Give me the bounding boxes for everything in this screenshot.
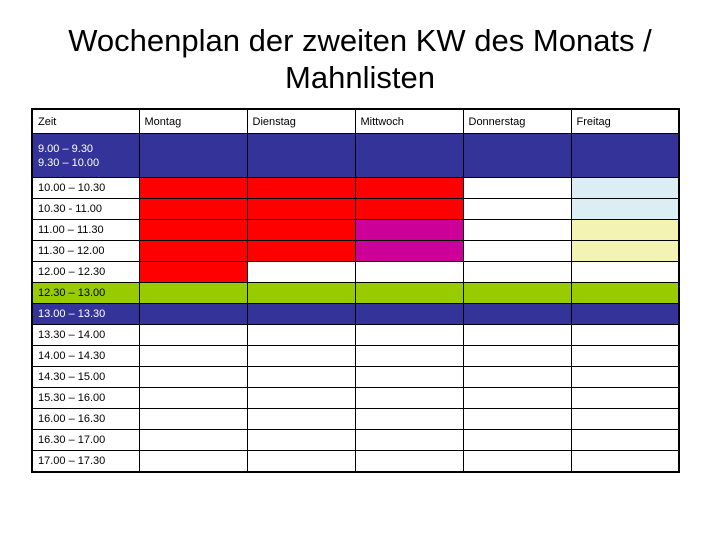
table-row xyxy=(32,178,679,199)
time-cell xyxy=(32,451,139,473)
time-cell xyxy=(32,199,139,220)
slot-mittwoch xyxy=(355,220,463,241)
slot-dienstag xyxy=(247,199,355,220)
title-line-1: Wochenplan der zweiten KW des Monats / xyxy=(68,23,652,58)
slot-mittwoch xyxy=(355,430,463,451)
header-mittwoch: Mittwoch xyxy=(355,109,463,134)
time-label: 9.00 – 9.30 xyxy=(38,142,94,155)
slot-mittwoch xyxy=(355,178,463,199)
time-label: 15.30 – 16.00 xyxy=(38,392,106,404)
time-cell xyxy=(32,178,139,199)
slot-montag xyxy=(139,325,247,346)
table-row xyxy=(32,220,679,241)
table-row xyxy=(32,283,679,304)
header-montag: Montag xyxy=(139,109,247,134)
slot-mittwoch xyxy=(355,325,463,346)
time-label: 12.30 – 13.00 xyxy=(38,287,106,299)
slot-mittwoch xyxy=(355,346,463,367)
slot-freitag xyxy=(571,388,679,409)
table-row xyxy=(32,241,679,262)
slot-montag xyxy=(139,430,247,451)
slot-mittwoch xyxy=(355,199,463,220)
slot-dienstag xyxy=(247,430,355,451)
slot-mittwoch xyxy=(355,388,463,409)
slot-donnerstag xyxy=(463,134,571,178)
slot-dienstag xyxy=(247,367,355,388)
page-title xyxy=(0,22,720,96)
slot-mittwoch xyxy=(355,262,463,283)
slot-mittwoch xyxy=(355,283,463,304)
slot-dienstag xyxy=(247,241,355,262)
slot-freitag xyxy=(571,325,679,346)
slot-mittwoch xyxy=(355,367,463,388)
time-label: 9.30 – 10.00 xyxy=(38,156,100,169)
slot-mittwoch xyxy=(355,241,463,262)
table-row xyxy=(32,451,679,473)
slot-montag xyxy=(139,388,247,409)
slot-freitag xyxy=(571,430,679,451)
table-row xyxy=(32,325,679,346)
table-row xyxy=(32,199,679,220)
time-cell xyxy=(32,430,139,451)
time-cell xyxy=(32,304,139,325)
slot-donnerstag xyxy=(463,220,571,241)
slot-dienstag xyxy=(247,220,355,241)
time-label: 17.00 – 17.30 xyxy=(38,455,106,467)
header-donnerstag: Donnerstag xyxy=(463,109,571,134)
time-label: 12.00 – 12.30 xyxy=(38,266,106,278)
slot-montag xyxy=(139,283,247,304)
time-label: 13.30 – 14.00 xyxy=(38,329,106,341)
slot-donnerstag xyxy=(463,262,571,283)
time-cell xyxy=(32,262,139,283)
slot-mittwoch xyxy=(355,304,463,325)
schedule-table xyxy=(31,108,680,473)
slot-dienstag xyxy=(247,304,355,325)
slot-freitag xyxy=(571,199,679,220)
slot-freitag xyxy=(571,451,679,473)
slot-donnerstag xyxy=(463,241,571,262)
slot-dienstag xyxy=(247,283,355,304)
slot-dienstag xyxy=(247,388,355,409)
slot-donnerstag xyxy=(463,430,571,451)
slot-montag xyxy=(139,199,247,220)
slot-donnerstag xyxy=(463,178,571,199)
slot-freitag xyxy=(571,346,679,367)
slot-mittwoch xyxy=(355,134,463,178)
slot-donnerstag xyxy=(463,346,571,367)
time-cell xyxy=(32,241,139,262)
header-dienstag: Dienstag xyxy=(247,109,355,134)
slot-montag xyxy=(139,451,247,473)
slot-freitag xyxy=(571,134,679,178)
slot-montag xyxy=(139,346,247,367)
title-line-2: Mahnlisten xyxy=(285,60,435,95)
slot-montag xyxy=(139,241,247,262)
schedule-body xyxy=(32,109,679,472)
time-cell xyxy=(32,325,139,346)
time-label: 14.30 – 15.00 xyxy=(38,371,106,383)
time-cell xyxy=(32,367,139,388)
slot-donnerstag xyxy=(463,283,571,304)
slot-freitag xyxy=(571,409,679,430)
header-freitag: Freitag xyxy=(571,109,679,134)
table-row xyxy=(32,262,679,283)
slot-montag xyxy=(139,178,247,199)
time-cell xyxy=(32,388,139,409)
table-row xyxy=(32,409,679,430)
slot-montag xyxy=(139,409,247,430)
time-label: 11.30 – 12.00 xyxy=(38,245,105,257)
slot-dienstag xyxy=(247,262,355,283)
time-label: 16.30 – 17.00 xyxy=(38,434,106,446)
header-zeit: Zeit xyxy=(32,109,139,134)
slot-dienstag xyxy=(247,409,355,430)
slot-donnerstag xyxy=(463,199,571,220)
time-label: 10.30 - 11.00 xyxy=(38,203,103,215)
table-row xyxy=(32,346,679,367)
time-cell xyxy=(32,409,139,430)
slot-freitag xyxy=(571,241,679,262)
slot-donnerstag xyxy=(463,304,571,325)
table-row xyxy=(32,304,679,325)
time-cell xyxy=(32,346,139,367)
slot-dienstag xyxy=(247,451,355,473)
slot-mittwoch xyxy=(355,451,463,473)
slot-donnerstag xyxy=(463,367,571,388)
time-label: 16.00 – 16.30 xyxy=(38,413,106,425)
time-label: 14.00 – 14.30 xyxy=(38,350,106,362)
time-label: 11.00 – 11.30 xyxy=(38,224,104,236)
time-cell xyxy=(32,220,139,241)
slot-donnerstag xyxy=(463,388,571,409)
header-row xyxy=(32,109,679,134)
slot-montag xyxy=(139,134,247,178)
slot-mittwoch xyxy=(355,409,463,430)
slot-freitag xyxy=(571,283,679,304)
table-row xyxy=(32,134,679,178)
slot-montag xyxy=(139,220,247,241)
table-row xyxy=(32,367,679,388)
time-cell xyxy=(32,134,139,178)
slot-dienstag xyxy=(247,178,355,199)
slot-freitag xyxy=(571,367,679,388)
slot-freitag xyxy=(571,304,679,325)
time-label: 10.00 – 10.30 xyxy=(38,182,106,194)
slot-freitag xyxy=(571,220,679,241)
slot-dienstag xyxy=(247,325,355,346)
slot-montag xyxy=(139,367,247,388)
slot-donnerstag xyxy=(463,325,571,346)
slot-montag xyxy=(139,262,247,283)
slot-montag xyxy=(139,304,247,325)
slot-donnerstag xyxy=(463,451,571,473)
slot-dienstag xyxy=(247,346,355,367)
table-row xyxy=(32,430,679,451)
slot-donnerstag xyxy=(463,409,571,430)
table-row xyxy=(32,388,679,409)
slot-freitag xyxy=(571,262,679,283)
slot-freitag xyxy=(571,178,679,199)
slot-dienstag xyxy=(247,134,355,178)
time-label: 13.00 – 13.30 xyxy=(38,308,106,320)
time-cell xyxy=(32,283,139,304)
